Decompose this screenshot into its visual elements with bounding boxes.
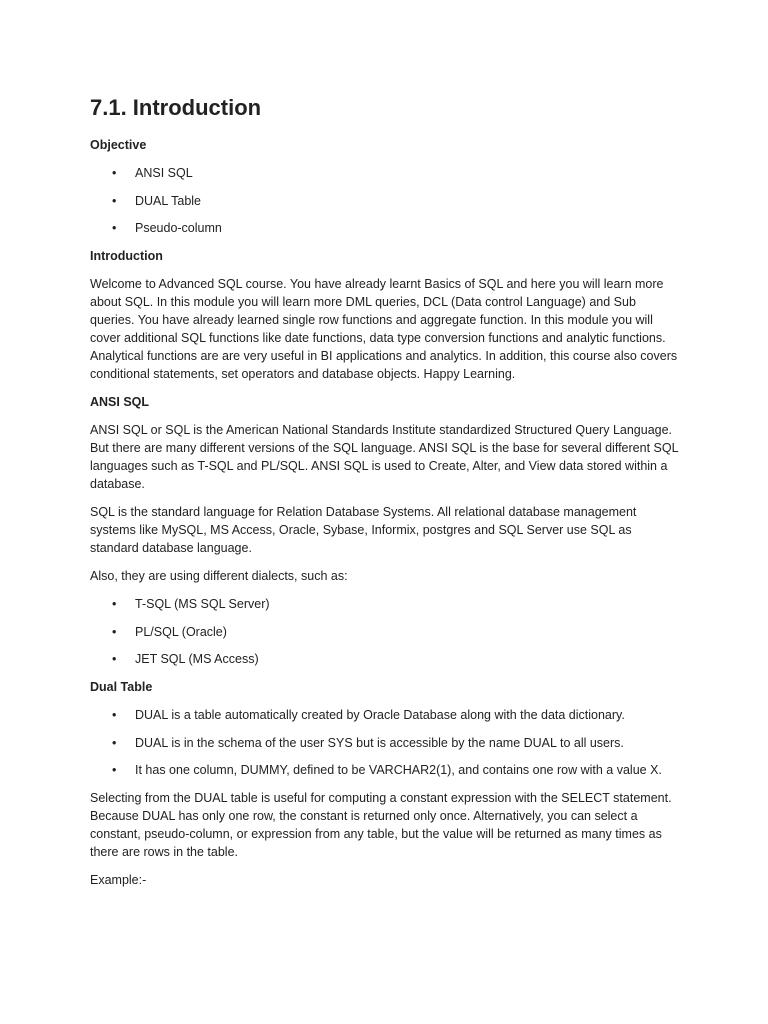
list-item — [90, 734, 680, 752]
example-label: Example:- — [90, 873, 147, 887]
list-item-text: Pseudo-column — [135, 221, 222, 235]
dual-table-heading: Dual Table — [90, 680, 153, 694]
list-item — [90, 623, 680, 641]
list-item-text: ANSI SQL — [135, 166, 193, 180]
list-item-text: T-SQL (MS SQL Server) — [135, 597, 270, 611]
document-page — [90, 92, 680, 899]
objective-heading: Objective — [90, 138, 147, 152]
list-item — [90, 192, 680, 210]
objective-list — [90, 164, 680, 237]
bullet-icon: • — [112, 652, 117, 666]
dialects-list — [90, 595, 680, 668]
dual-table-list — [90, 706, 680, 779]
bullet-icon: • — [112, 763, 117, 777]
bullet-icon: • — [112, 735, 117, 750]
introduction-paragraph: Welcome to Advanced SQL course. You have already learnt Basics of SQL and here you will learn more about SQL. In this module you will learn more DML queries, DCL (Data control Language) and Sub queries. You have already learned single row functions and aggregate function. In this module you will cover additional SQL functions like date functions, data type conversion functions and analytic functions. Analytical functions are are very useful in BI applications and analytics. In addition, this course also covers conditional statements, set operators and database objects. Happy Learning. — [90, 277, 678, 381]
ansi-sql-paragraph-1: ANSI SQL or SQL is the American National Standards Institute standardized Structured Query Language. But there are many different versions of the SQL language. ANSI SQL is the base for several different SQL languages such as T-SQL and PL/SQL. ANSI SQL is used to Create, Alter, and View data stored within a database. — [90, 423, 679, 491]
list-item-text: PL/SQL (Oracle) — [135, 624, 227, 639]
bullet-icon: • — [112, 597, 117, 611]
list-item-text: JET SQL (MS Access) — [135, 652, 259, 666]
list-item — [90, 650, 680, 668]
list-item-text: DUAL is in the schema of the user SYS but is accessible by the name DUAL to all users. — [135, 735, 624, 750]
list-item-text: It has one column, DUMMY, defined to be VARCHAR2(1), and contains one row with a value X. — [135, 763, 662, 777]
page-title: 7.1. Introduction — [90, 95, 262, 120]
list-item — [90, 219, 680, 237]
ansi-sql-heading: ANSI SQL — [90, 395, 150, 409]
introduction-heading: Introduction — [90, 249, 163, 263]
bullet-icon: • — [112, 624, 117, 639]
bullet-icon: • — [112, 708, 117, 722]
list-item — [90, 761, 680, 779]
bullet-icon: • — [112, 166, 117, 180]
list-item-text: DUAL is a table automatically created by Oracle Database along with the data dictionary. — [135, 708, 625, 722]
list-item — [90, 706, 680, 724]
list-item — [90, 595, 680, 613]
dual-table-paragraph: Selecting from the DUAL table is useful for computing a constant expression with the SELECT statement. Because DUAL has only one row, the constant is returned only once. Alternatively, you can select a constant, pseudo-column, or expression from any table, but the value will be returned as many times as there are rows in the table. — [90, 791, 672, 859]
list-item-text: DUAL Table — [135, 193, 202, 208]
bullet-icon: • — [112, 193, 117, 208]
ansi-sql-paragraph-2: SQL is the standard language for Relation Database Systems. All relational database management systems like MySQL, MS Access, Oracle, Sybase, Informix, postgres and SQL Server use SQL as standard database language. — [90, 505, 637, 555]
ansi-sql-paragraph-3: Also, they are using different dialects, such as: — [90, 569, 348, 583]
list-item — [90, 164, 680, 182]
bullet-icon: • — [112, 221, 117, 235]
